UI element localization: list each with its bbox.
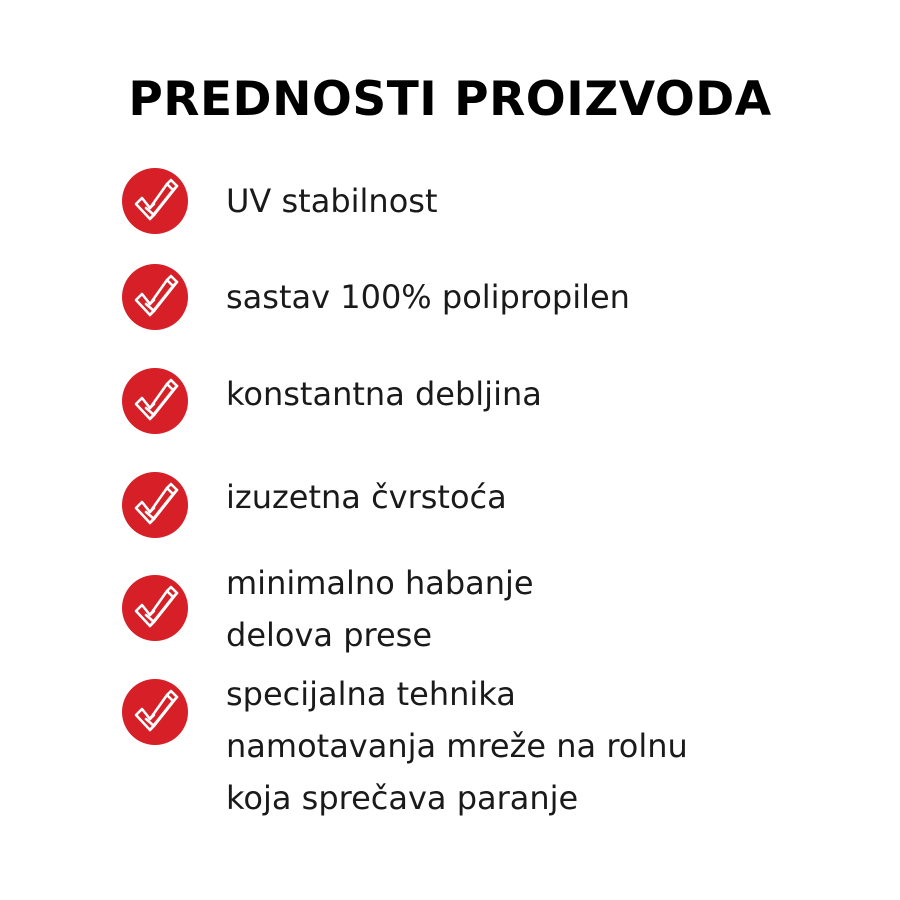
check-icon [122, 368, 188, 434]
list-item-label [226, 668, 866, 824]
page-title: PREDNOSTI PROIZVODA [128, 72, 772, 127]
list-item-label [226, 271, 866, 323]
list-item-line: UV stabilnost [226, 182, 438, 220]
list-item-line: delova prese [226, 616, 432, 654]
list-item-line: koja sprečava paranje [226, 779, 579, 817]
list-item-line: izuzetna čvrstoća [226, 478, 507, 516]
list-item-label [226, 368, 866, 420]
list-item-line: specijalna tehnika [226, 675, 516, 713]
list-item-line: sastav 100% polipropilen [226, 278, 630, 316]
check-icon [122, 575, 188, 641]
check-icon [122, 264, 188, 330]
check-icon [122, 679, 188, 745]
check-icon [122, 472, 188, 538]
list-item-line: minimalno habanje [226, 564, 534, 602]
list-item-label [226, 471, 866, 523]
check-icon [122, 168, 188, 234]
list-item-line: konstantna debljina [226, 375, 542, 413]
list-item-line: namotavanja mreže na rolnu [226, 727, 688, 765]
list-item-label [226, 557, 866, 661]
list-item-label [226, 175, 866, 227]
